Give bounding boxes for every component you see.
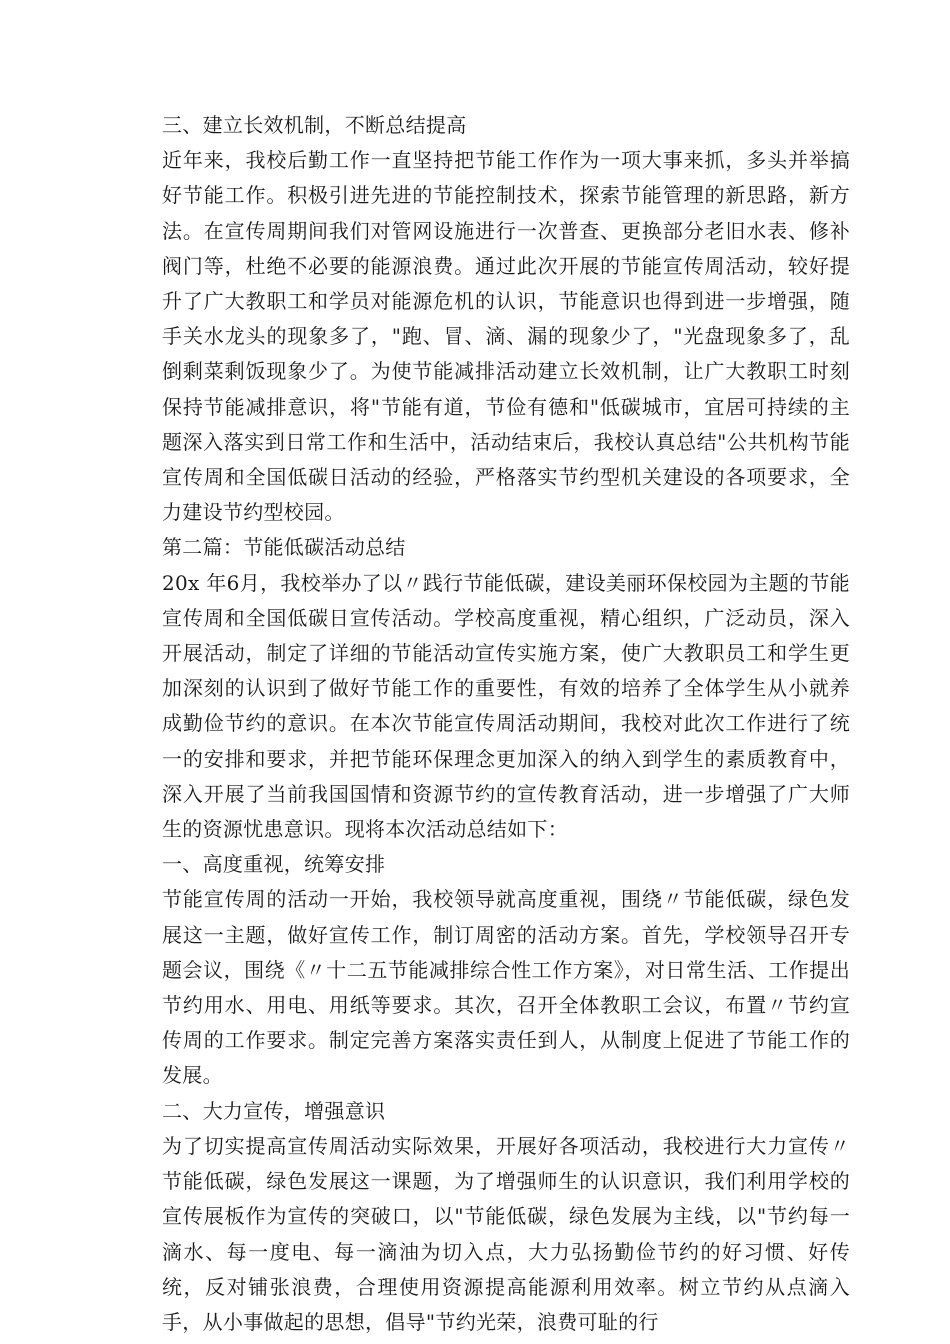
section-heading-publicity: 二、大力宣传，增强意识 bbox=[162, 1098, 386, 1123]
paragraph-publicity-efforts: 为了切实提高宣传周活动实际效果，开展好各项活动，我校进行大力宣传〃节能低碳，绿色发展这一课题，为了增强师生的认识意识，我们利用学校的宣传展板作为宣传的突破口，以"节能低碳，绿色发展为主线，以"节约每一滴水、每一度电、每一滴油为切入点，大力弘扬勤俭节约的好习惯、好传统，反对铺张浪费，合理使用资源提高能源利用效率。树立节约从点滴入手，从小事做起的思想，倡导"节约光荣，浪费可耻的行 bbox=[162, 1133, 850, 1334]
paragraph-activity-intro: 20x 年6月，我校举办了以〃践行节能低碳，建设美丽环保校园为主题的节能宣传周和全国低碳日宣传活动。学校高度重视，精心组织，广泛动员，深入开展活动，制定了详细的节能活动宣传实施方案，使广大教职员工和学生更加深刻的认识到了做好节能工作的重要性，有效的培养了全体学生从小就养成勤俭节约的意识。在本次节能宣传周活动期间，我校对此次工作进行了统一的安排和要求，并把节能环保理念更加深入的纳入到学生的素质教育中，深入开展了当前我国国情和资源节约的宣传教育活动，进一步增强了广大师生的资源忧患意识。现将本次活动总结如下： bbox=[162, 570, 850, 842]
chapter-heading-part-two: 第二篇：节能低碳活动总结 bbox=[162, 535, 406, 560]
section-heading-high-attention: 一、高度重视，统筹安排 bbox=[162, 852, 386, 877]
paragraph-leadership-planning: 节能宣传周的活动一开始，我校领导就高度重视，围绕〃节能低碳，绿色发展这一主题，做好宣传工作，制订周密的活动方案。首先，学校领导召开专题会议，围绕《〃十二五节能减排综合性工作方案》，对日常生活、工作提出节约用水、用电、用纸等要求。其次，召开全体教职工会议，布置〃节约宣传周的工作要求。制定完善方案落实责任到人，从制度上促进了节能工作的发展。 bbox=[162, 887, 850, 1088]
section-heading-long-term-mechanism: 三、建立长效机制，不断总结提高 bbox=[162, 113, 467, 137]
document-body bbox=[162, 108, 850, 1340]
paragraph-energy-saving-work: 近年来，我校后勤工作一直坚持把节能工作作为一项大事来抓，多头并举搞好节能工作。积极引进先进的节能控制技术，探索节能管理的新思路，新方法。在宣传周期间我们对管网设施进行一次普查、更换部分老旧水表、修补阀门等，杜绝不必要的能源浪费。通过此次开展的节能宣传周活动，较好提升了广大教职工和学员对能源危机的认识，节能意识也得到进一步增强，随手关水龙头的现象多了，"跑、冒、滴、漏的现象少了，"光盘现象多了，乱倒剩菜剩饭现象少了。为使节能减排活动建立长效机制，让广大教职工时刻保持节能减排意识，将"节能有道，节俭有德和"低碳城市，宜居可持续的主题深入落实到日常工作和生活中，活动结束后，我校认真总结"公共机构节能宣传周和全国低碳日活动的经验，严格落实节约型机关建设的各项要求，全力建设节约型校园。 bbox=[162, 148, 850, 525]
